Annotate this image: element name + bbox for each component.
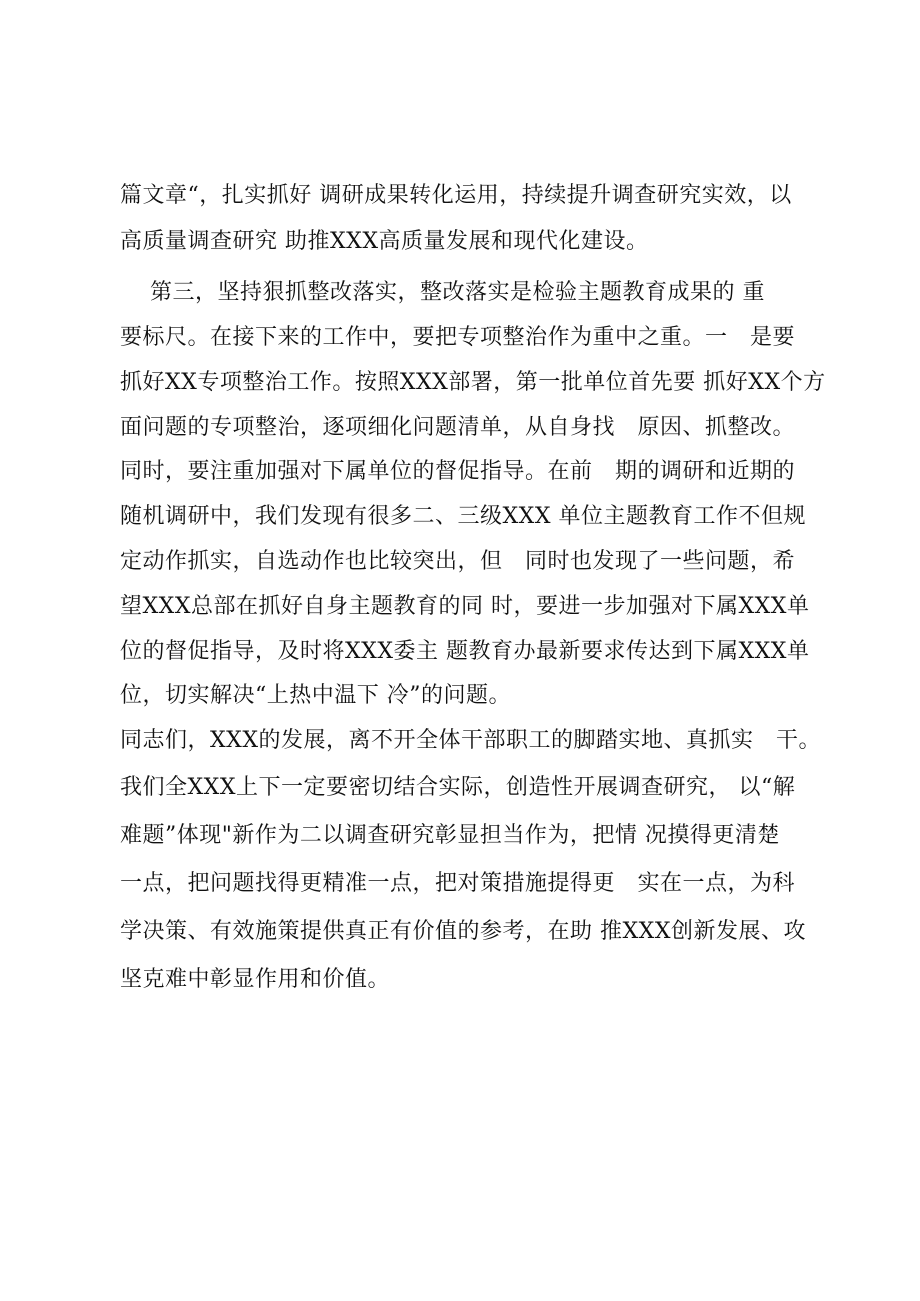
text-line: 要标尺。在接下来的工作中，要把专项整治作为重中之重。一 是要: [120, 325, 795, 350]
text-line: 位的督促指导，及时将XXX委主 题教育办最新要求传达到下属XXX单: [120, 639, 810, 664]
text-line: 随机调研中，我们发现有很多二、三级XXX 单位主题教育工作不但规: [120, 504, 806, 529]
text-line: 坚克难中彰显作用和价值。: [120, 967, 391, 992]
text-line: 我们全XXX上下一定要密切结合实际，创造性开展调查研究， 以“解: [120, 775, 796, 800]
text-line: 一点，把问题找得更精准一点，把对策措施提得更 实在一点，为科: [120, 871, 795, 896]
text-line: 望XXX总部在抓好自身主题教育的同 时，要进一步加强对下属XXX单: [120, 594, 810, 619]
text-line: 学决策、有效施策提供真正有价值的参考，在助 推XXX创新发展、攻: [120, 919, 806, 944]
text-line: 面问题的专项整治，逐项细化问题清单，从自身找 原因、抓整改。: [120, 415, 795, 440]
text-line: 第三，坚持狠抓整改落实，整改落实是检验主题教育成果的 重: [120, 280, 765, 305]
text-line: 同时，要注重加强对下属单位的督促指导。在前 期的调研和近期的: [120, 459, 795, 484]
text-line: 高质量调查研究 助推XXX高质量发展和现代化建设。: [120, 229, 649, 254]
text-line: 定动作抓实，自选动作也比较突出，但 同时也发现了一些问题，希: [120, 549, 795, 574]
text-line: 篇文章“，扎实抓好 调研成果转化运用，持续提升调查研究实效，以: [120, 183, 792, 208]
text-line: 位，切实解决“上热中温下 冷”的问题。: [120, 683, 511, 708]
text-line: 同志们，XXX的发展，离不开全体干部职工的脚踏实地、真抓实 干。: [120, 728, 821, 753]
text-line: 难题”体现"新作为二以调查研究彰显担当作为，把情 况摸得更清楚: [120, 823, 780, 848]
text-line: 抓好XX专项整治工作。按照XXX部署，第一批单位首先要 抓好XX个方: [120, 370, 826, 395]
